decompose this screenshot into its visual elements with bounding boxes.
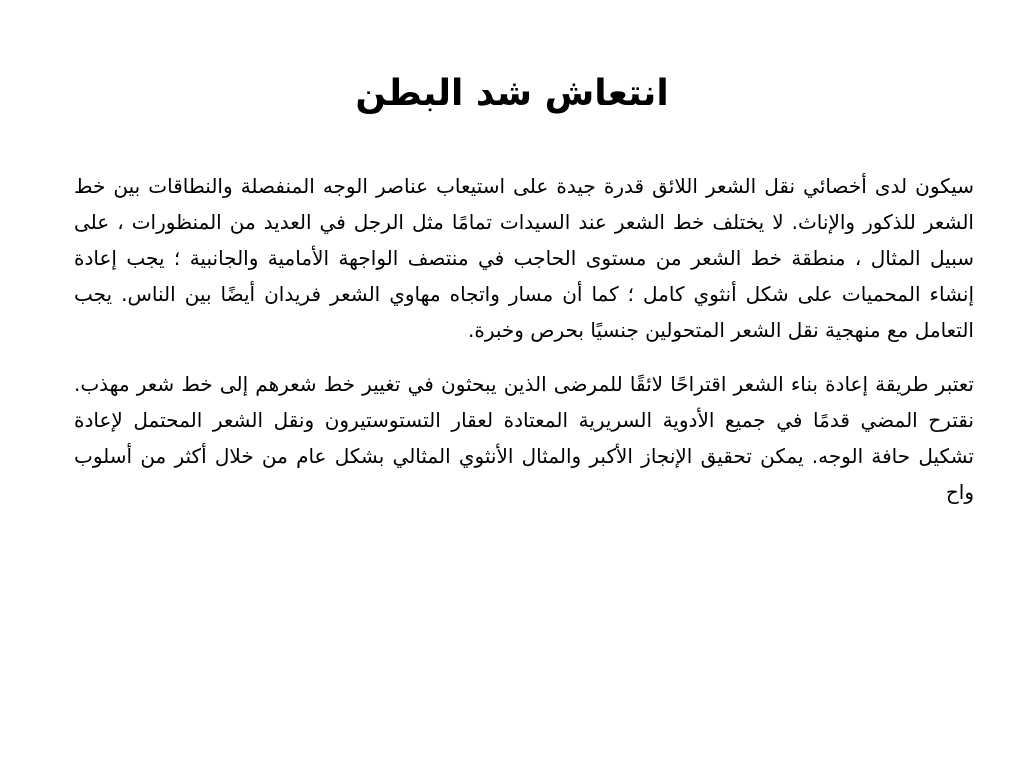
slide-body xyxy=(74,168,974,528)
body-paragraph-1: سيكون لدى أخصائي نقل الشعر اللائق قدرة جيدة على استيعاب عناصر الوجه المنفصلة والنطاقات بين خط الشعر للذكور والإناث. لا يختلف خط الشعر عند السيدات تمامًا مثل الرجل في العديد من المنظورات ، على سبيل المثال ، منطقة خط الشعر من مستوى الحاجب في منتصف الواجهة الأمامية والجانبية ؛ يجب إعادة إنشاء المحميات على شكل أنثوي كامل ؛ كما أن مسار واتجاه مهاوي الشعر فريدان أيضًا بين الناس. يجب التعامل مع منهجية نقل الشعر المتحولين جنسيًا بحرص وخبرة. xyxy=(74,174,974,342)
slide-title: انتعاش شد البطن xyxy=(355,73,669,114)
body-paragraph-2: تعتبر طريقة إعادة بناء الشعر اقتراحًا لائقًا للمرضى الذين يبحثون في تغيير خط شعرهم إلى خط شعر مهذب. نقترح المضي قدمًا في جميع الأدوية السريرية المعتادة لعقار التستوستيرون ونقل الشعر المحتمل لإعادة تشكيل حافة الوجه. يمكن تحقيق الإنجاز الأكبر والمثال الأنثوي المثالي بشكل عام من خلال أكثر من أسلوب واح xyxy=(74,372,974,504)
